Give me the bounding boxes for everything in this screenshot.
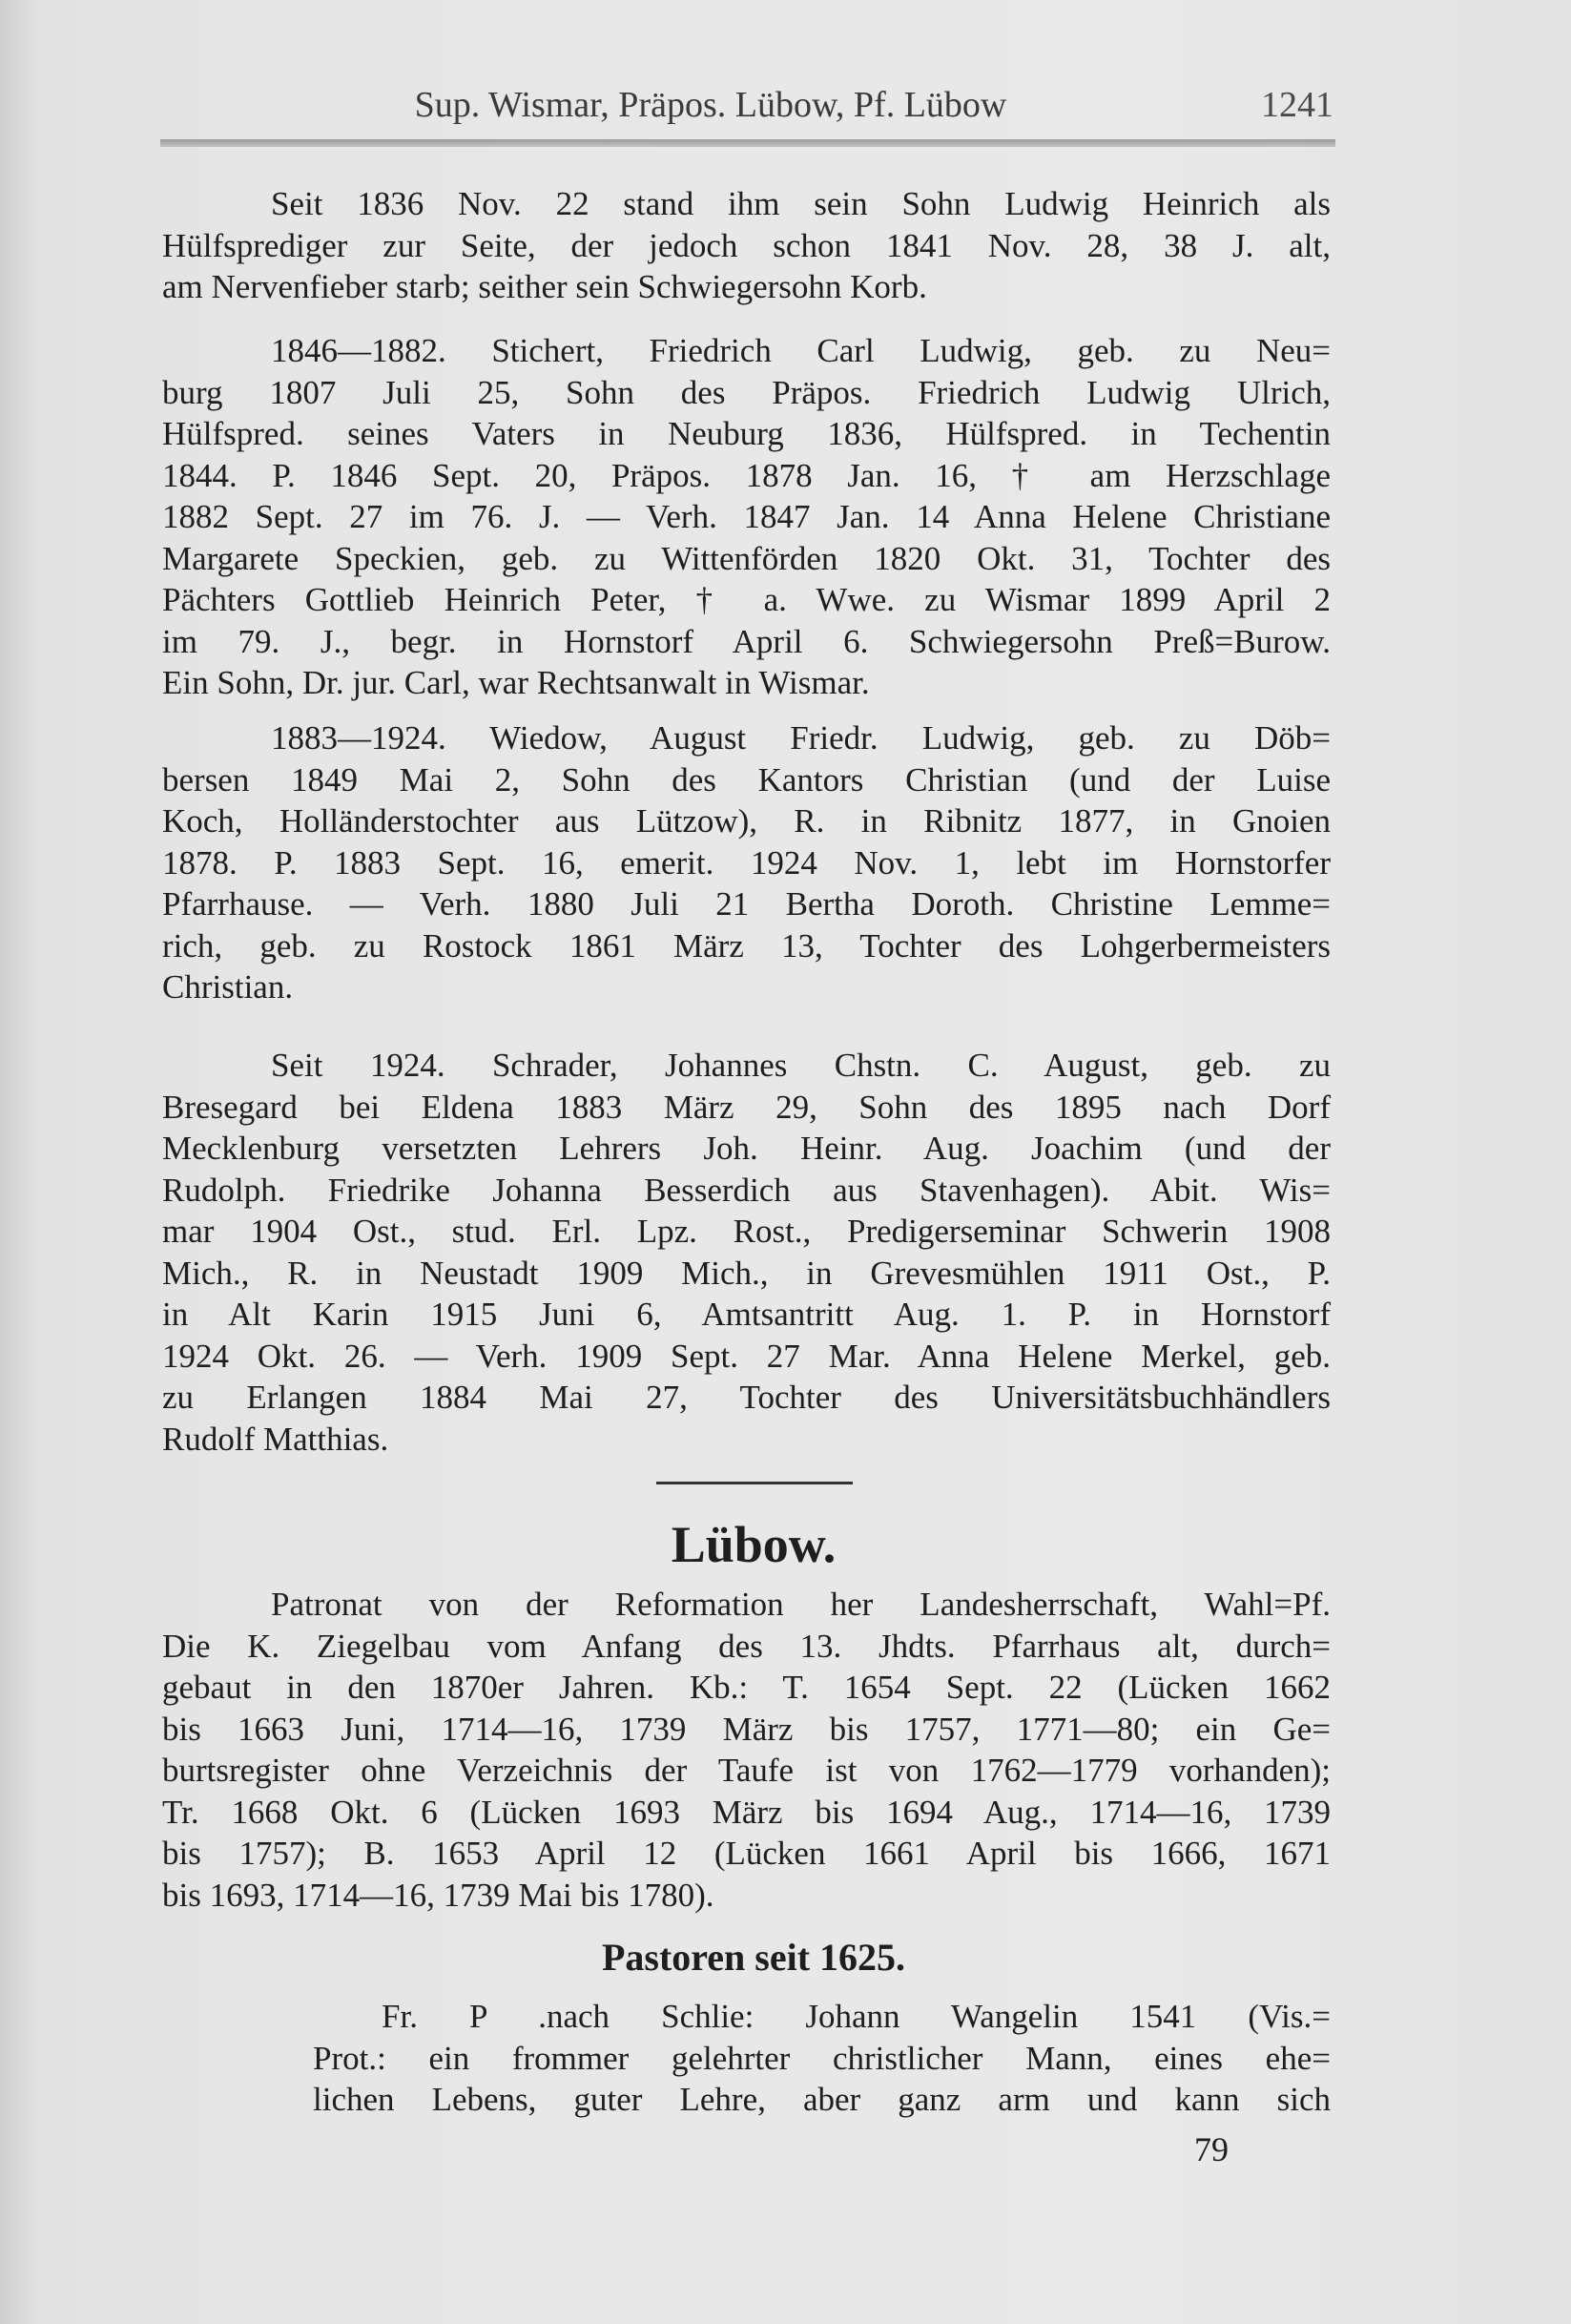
paragraph-wangelin bbox=[313, 1996, 1331, 2121]
text-line: Hülfspred. seines Vaters in Neuburg 1836, Hülfspred. in Techentin bbox=[162, 415, 1331, 452]
page-number: 79 bbox=[1194, 2130, 1229, 2168]
text-line: mar 1904 Ost., stud. Erl. Lpz. Rost., Predigerseminar Schwerin 1908 bbox=[162, 1213, 1331, 1250]
text-line: Bresegard bei Eldena 1883 März 29, Sohn des 1895 nach Dorf bbox=[162, 1088, 1331, 1126]
text-line: zu Erlangen 1884 Mai 27, Tochter des Universitätsbuchhändlers bbox=[162, 1379, 1331, 1416]
text-line: Mich., R. in Neustadt 1909 Mich., in Grevesmühlen 1911 Ost., P. bbox=[162, 1254, 1331, 1292]
paragraph-stichert bbox=[162, 330, 1331, 704]
text-line: gebaut in den 1870er Jahren. Kb.: T. 1654 Sept. 22 (Lücken 1662 bbox=[162, 1669, 1331, 1706]
text-line: Die K. Ziegelbau vom Anfang des 13. Jhdts. Pfarrhaus alt, durch= bbox=[162, 1627, 1331, 1665]
text-line: Seit 1924. Schrader, Johannes Chstn. C. August, geb. zu bbox=[271, 1047, 1331, 1084]
text-line: 1878. P. 1883 Sept. 16, emerit. 1924 Nov. 1, lebt im Hornstorfer bbox=[162, 843, 1331, 882]
text-line: Koch, Holländerstochter aus Lützow), R. in Ribnitz 1877, in Gnoien bbox=[162, 802, 1331, 840]
text-line: bis 1757); B. 1653 April 12 (Lücken 1661 April bis 1666, 1671 bbox=[162, 1835, 1331, 1872]
running-header-page-number: 1241 bbox=[1261, 85, 1333, 125]
text-line: 1846—1882. Stichert, Friedrich Carl Ludwig, geb. zu Neu= bbox=[271, 332, 1331, 369]
text-line: Christian. bbox=[162, 968, 294, 1006]
text-line: Pfarrhause. — Verh. 1880 Juli 21 Bertha Doroth. Christine Lemme= bbox=[162, 885, 1331, 923]
section-heading: Lübow. bbox=[671, 1516, 837, 1573]
text-line: bersen 1849 Mai 2, Sohn des Kantors Christian (und der Luise bbox=[162, 760, 1331, 799]
text-line: im 79. J., begr. in Hornstorf April 6. Schwiegersohn Preß=Burow. bbox=[162, 622, 1331, 660]
text-line: Prot.: ein frommer gelehrter christlicher Mann, eines ehe= bbox=[313, 2039, 1331, 2077]
text-line: burtsregister ohne Verzeichnis der Taufe ist von 1762—1779 vorhanden); bbox=[162, 1752, 1331, 1789]
paragraph-korb bbox=[162, 183, 1331, 308]
text-line: Patronat von der Reformation her Landesherrschaft, Wahl=Pf. bbox=[271, 1586, 1331, 1623]
text-line: 1883—1924. Wiedow, August Friedr. Ludwig, geb. zu Döb= bbox=[271, 719, 1331, 757]
text-line: am Nervenfieber starb; seither sein Schwiegersohn Korb. bbox=[162, 268, 927, 305]
paragraph-schrader bbox=[162, 1045, 1331, 1460]
text-line: 1844. P. 1846 Sept. 20, Präpos. 1878 Jan. 16, † am Herzschlage bbox=[162, 456, 1331, 494]
text-line: Margarete Speckien, geb. zu Wittenförden 1820 Okt. 31, Tochter des bbox=[162, 539, 1331, 577]
paragraph-patronat bbox=[162, 1584, 1331, 1916]
text-line: Tr. 1668 Okt. 6 (Lücken 1693 März bis 1694 Aug., 1714—16, 1739 bbox=[162, 1793, 1331, 1831]
text-line: Pächters Gottlieb Heinrich Peter, † a. Wwe. zu Wismar 1899 April 2 bbox=[162, 581, 1331, 618]
header-rule bbox=[160, 139, 1335, 147]
text-line: bis 1693, 1714—16, 1739 Mai bis 1780). bbox=[162, 1876, 714, 1914]
text-line: Mecklenburg versetzten Lehrers Joh. Heinr. Aug. Joachim (und der bbox=[162, 1130, 1331, 1167]
subheading: Pastoren seit 1625. bbox=[601, 1936, 906, 1979]
text-line: rich, geb. zu Rostock 1861 März 13, Tochter des Lohgerbermeisters bbox=[162, 926, 1331, 965]
section-divider bbox=[656, 1482, 853, 1484]
text-line: Seit 1836 Nov. 22 stand ihm sein Sohn Ludwig Heinrich als bbox=[271, 185, 1331, 222]
text-line: Fr. P .nach Schlie: Johann Wangelin 1541 (Vis.= bbox=[382, 1998, 1331, 2035]
text-line: Rudolph. Friedrike Johanna Besserdich aus Stavenhagen). Abit. Wis= bbox=[162, 1171, 1331, 1209]
text-line: in Alt Karin 1915 Juni 6, Amtsantritt Aug. 1. P. in Hornstorf bbox=[162, 1296, 1331, 1333]
running-header-title: Sup. Wismar, Präpos. Lübow, Pf. Lübow bbox=[414, 85, 1007, 125]
text-line: lichen Lebens, guter Lehre, aber ganz arm und kann sich bbox=[313, 2081, 1331, 2118]
text-line: Hülfsprediger zur Seite, der jedoch schon 1841 Nov. 28, 38 J. alt, bbox=[162, 226, 1331, 264]
text-line: 1882 Sept. 27 im 76. J. — Verh. 1847 Jan. 14 Anna Helene Christiane bbox=[162, 498, 1331, 535]
text-line: Ein Sohn, Dr. jur. Carl, war Rechtsanwalt in Wismar. bbox=[162, 664, 870, 701]
text-line: 1924 Okt. 26. — Verh. 1909 Sept. 27 Mar. Anna Helene Merkel, geb. bbox=[162, 1337, 1331, 1375]
text-line: burg 1807 Juli 25, Sohn des Präpos. Friedrich Ludwig Ulrich, bbox=[162, 373, 1331, 411]
text-line: bis 1663 Juni, 1714—16, 1739 März bis 1757, 1771—80; ein Ge= bbox=[162, 1710, 1331, 1748]
paragraph-wiedow bbox=[162, 717, 1331, 1008]
text-line: Rudolf Matthias. bbox=[162, 1420, 389, 1458]
